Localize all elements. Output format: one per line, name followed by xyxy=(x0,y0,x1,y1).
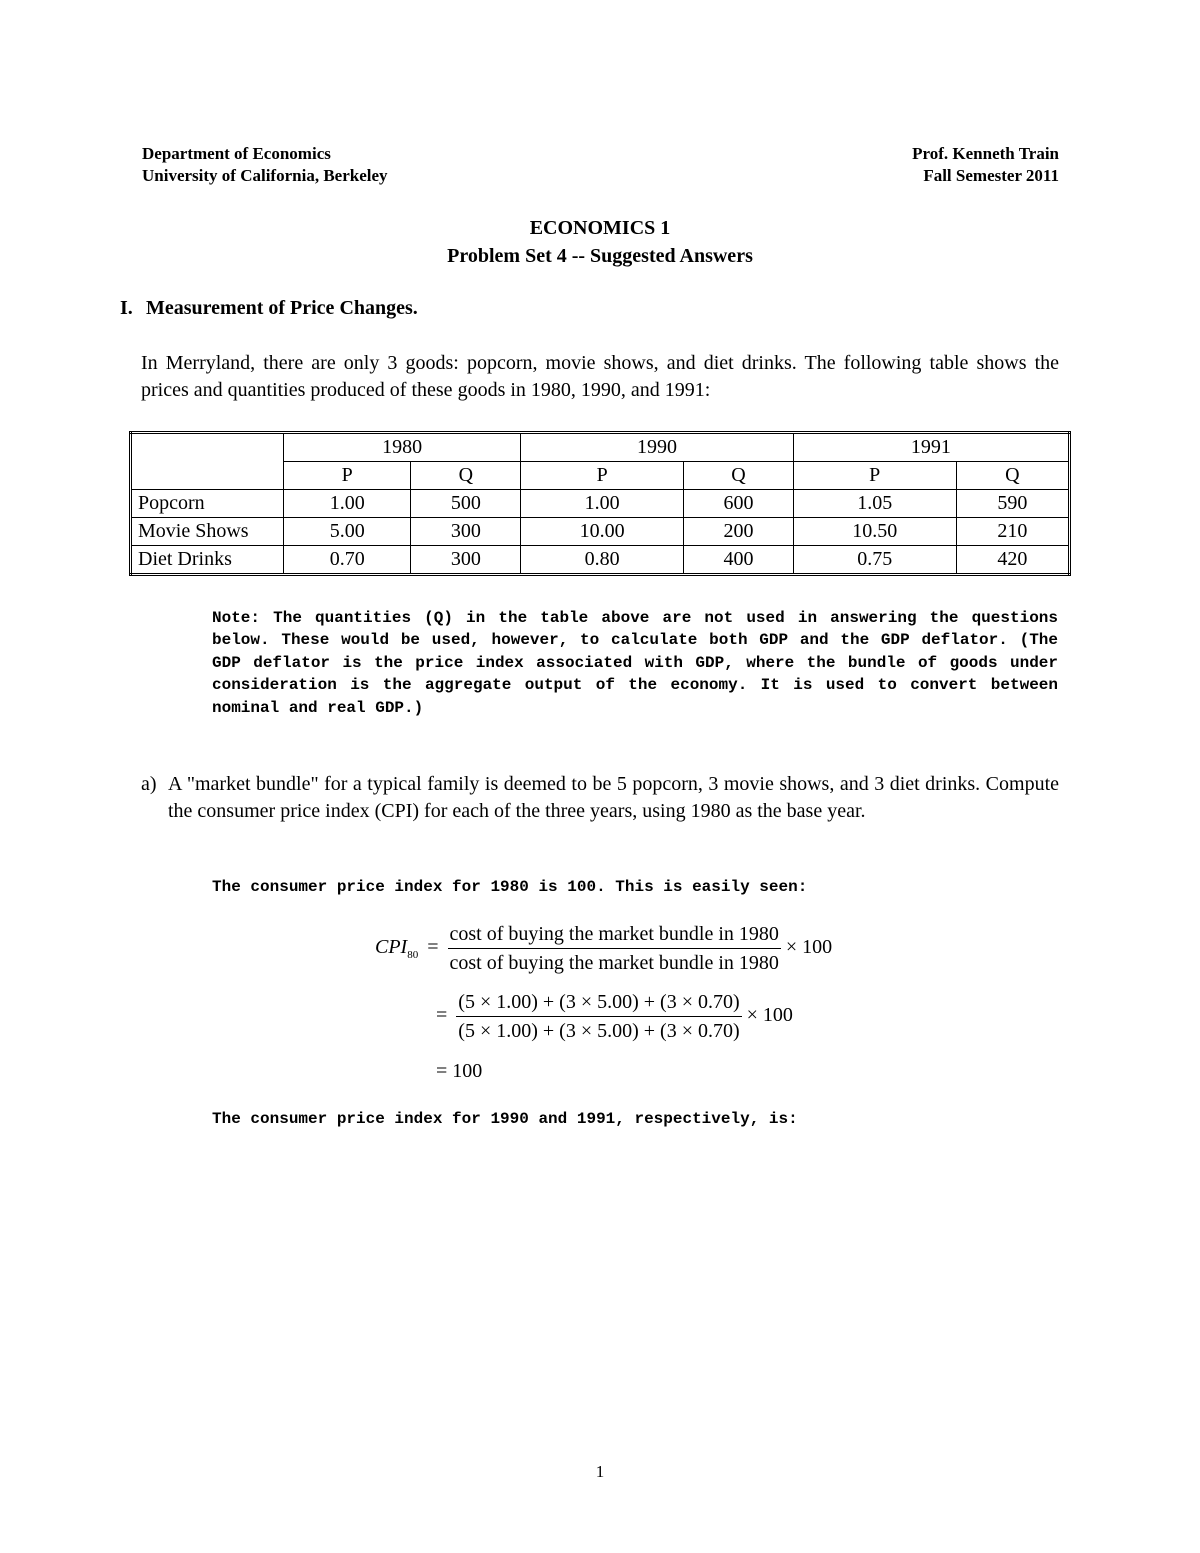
year-header: 1990 xyxy=(521,433,794,462)
times-hundred: × 100 xyxy=(746,1004,793,1027)
note-paragraph: Note: The quantities (Q) in the table above are not used in answering the questions below. These would be used, however, to calculate both GDP and the GDP deflator. (The GDP deflator is the price index associated with GDP, where the bundle of goods under consideration is the aggregate output of the economy. It is used to convert between nominal and real GDP.) xyxy=(212,609,1058,717)
row-label: Movie Shows xyxy=(131,518,284,546)
year-header: 1991 xyxy=(793,433,1069,462)
subheader-cell: Q xyxy=(956,462,1069,490)
table-row xyxy=(131,546,1070,575)
course-title: ECONOMICS 1 xyxy=(529,217,671,239)
fraction-denominator: (5 × 1.00) + (3 × 5.00) + (3 × 0.70) xyxy=(458,1020,740,1042)
table-cell: 0.70 xyxy=(284,546,411,575)
table-row xyxy=(131,518,1070,546)
table-cell: 420 xyxy=(956,546,1069,575)
university: University of California, Berkeley xyxy=(142,166,388,185)
table-cell: 1.05 xyxy=(793,490,956,518)
answer-cpi-1990-1991: The consumer price index for 1990 and 1991, respectively, is: xyxy=(212,1110,798,1128)
section-number: I. xyxy=(120,297,133,319)
department: Department of Economics xyxy=(142,144,331,163)
page-number: 1 xyxy=(595,1462,605,1481)
document-subtitle: Problem Set 4 -- Suggested Answers xyxy=(447,245,753,267)
equation-lhs-subscript: 80 xyxy=(407,949,419,962)
subheader-cell: P xyxy=(521,462,684,490)
table-cell: 600 xyxy=(684,490,794,518)
table-corner-cell xyxy=(131,433,284,490)
table-cell: 0.75 xyxy=(793,546,956,575)
question-a xyxy=(141,771,1059,825)
cpi-equation-line-2: = $\frac{(5 \times 1.00) + (3 \times 5.00) + (3 \times 0.70)}{(5 \times 1.00) + (3 \times 5.00) + (3 \times 0.70)}$ × 100 xyxy=(436,988,793,1045)
fraction-numerator: cost of buying the market bundle in 1980 xyxy=(448,920,781,949)
semester: Fall Semester 2011 xyxy=(923,166,1059,185)
fraction-values xyxy=(456,988,741,1045)
fraction-denominator: cost of buying the market bundle in 1980 xyxy=(449,952,779,974)
table-cell: 10.00 xyxy=(521,518,684,546)
answer-cpi-1980: The consumer price index for 1980 is 100. This is easily seen: xyxy=(212,878,808,896)
table-cell: 5.00 xyxy=(284,518,411,546)
header-right xyxy=(912,143,1059,187)
table-cell: 200 xyxy=(684,518,794,546)
fraction-cost xyxy=(448,920,781,977)
section-heading xyxy=(120,297,418,320)
table-cell: 10.50 xyxy=(793,518,956,546)
subheader-cell: Q xyxy=(411,462,521,490)
professor: Prof. Kenneth Train xyxy=(912,144,1059,163)
table-cell: 210 xyxy=(956,518,1069,546)
price-quantity-table xyxy=(129,431,1071,576)
cpi-equation-result: = 100 xyxy=(436,1060,483,1082)
subheader-cell: P xyxy=(793,462,956,490)
table-cell: 400 xyxy=(684,546,794,575)
subheader-cell: Q xyxy=(684,462,794,490)
row-label: Diet Drinks xyxy=(131,546,284,575)
times-hundred: × 100 xyxy=(785,936,833,959)
intro-paragraph: In Merryland, there are only 3 goods: popcorn, movie shows, and diet drinks. The following table shows the prices and quantities produced of these goods in 1980, 1990, and 1991: xyxy=(141,352,1059,401)
question-text: A "market bundle" for a typical family is deemed to be 5 popcorn, 3 movie shows, and 3 diet drinks. Compute the consumer price index (CPI) for each of the three years, using 1980 as the base year. xyxy=(168,773,1059,822)
table-cell: 500 xyxy=(411,490,521,518)
section-title: Measurement of Price Changes. xyxy=(146,297,418,319)
table-cell: 590 xyxy=(956,490,1069,518)
equation-lhs: CPI xyxy=(375,936,408,959)
header-left xyxy=(142,143,388,187)
table-cell: 0.80 xyxy=(521,546,684,575)
question-label: a) xyxy=(141,773,157,795)
table-year-row xyxy=(131,433,1070,462)
table-cell: 300 xyxy=(411,518,521,546)
table-cell: 1.00 xyxy=(521,490,684,518)
table-cell: 300 xyxy=(411,546,521,575)
year-header: 1980 xyxy=(284,433,521,462)
table-row xyxy=(131,490,1070,518)
fraction-numerator: (5 × 1.00) + (3 × 5.00) + (3 × 0.70) xyxy=(456,988,741,1017)
table-cell: 1.00 xyxy=(284,490,411,518)
row-label: Popcorn xyxy=(131,490,284,518)
subheader-cell: P xyxy=(284,462,411,490)
cpi-equation-line-1: $CPI_{80}$ = $\frac{\text{cost of buying the market bundle in 1980}}{\text{cost of buying the market bundle in 1980}}$ × 100 xyxy=(375,920,832,977)
